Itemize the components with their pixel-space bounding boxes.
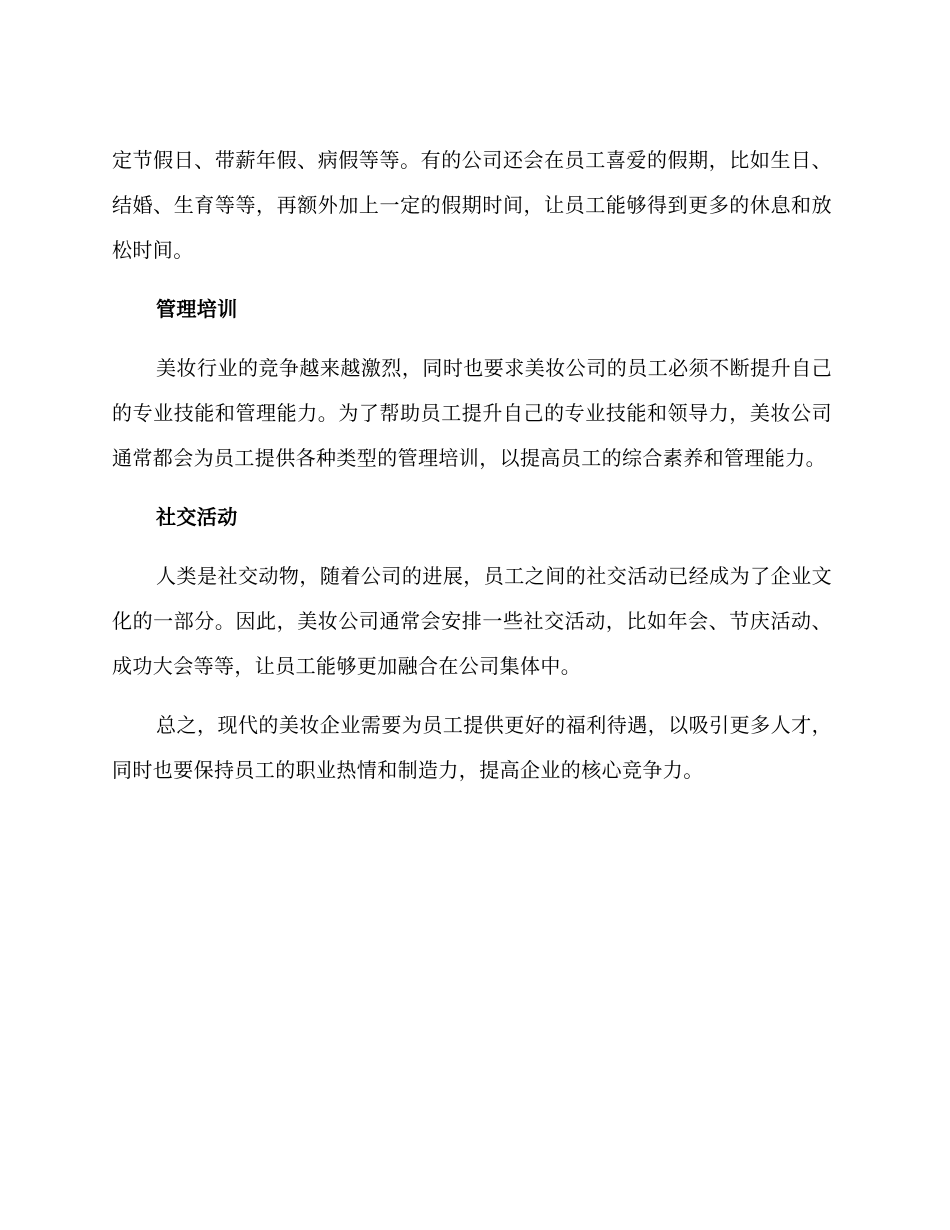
document-body xyxy=(112,138,832,793)
section-heading-social-activities: 社交活动 xyxy=(156,505,238,529)
paragraph-conclusion: 总之，现代的美妆企业需要为员工提供更好的福利待遇，以吸引更多人才，同时也要保持员工的职业热情和制造力，提高企业的核心竞争力。 xyxy=(112,713,832,782)
paragraph-holidays-continued: 定节假日、带薪年假、病假等等。有的公司还会在员工喜爱的假期，比如生日、结婚、生育等等，再额外加上一定的假期时间，让员工能够得到更多的休息和放松时间。 xyxy=(112,148,832,262)
section-heading-management-training: 管理培训 xyxy=(156,297,238,321)
paragraph-social-activities: 人类是社交动物，随着公司的进展，员工之间的社交活动已经成为了企业文化的一部分。因此，美妆公司通常会安排一些社交活动，比如年会、节庆活动、成功大会等等，让员工能够更加融合在公司集体中。 xyxy=(112,564,832,678)
paragraph-management-training: 美妆行业的竞争越来越激烈，同时也要求美妆公司的员工必须不断提升自己的专业技能和管理能力。为了帮助员工提升自己的专业技能和领导力，美妆公司通常都会为员工提供各种类型的管理培训，以提高员工的综合素养和管理能力。 xyxy=(112,356,832,470)
